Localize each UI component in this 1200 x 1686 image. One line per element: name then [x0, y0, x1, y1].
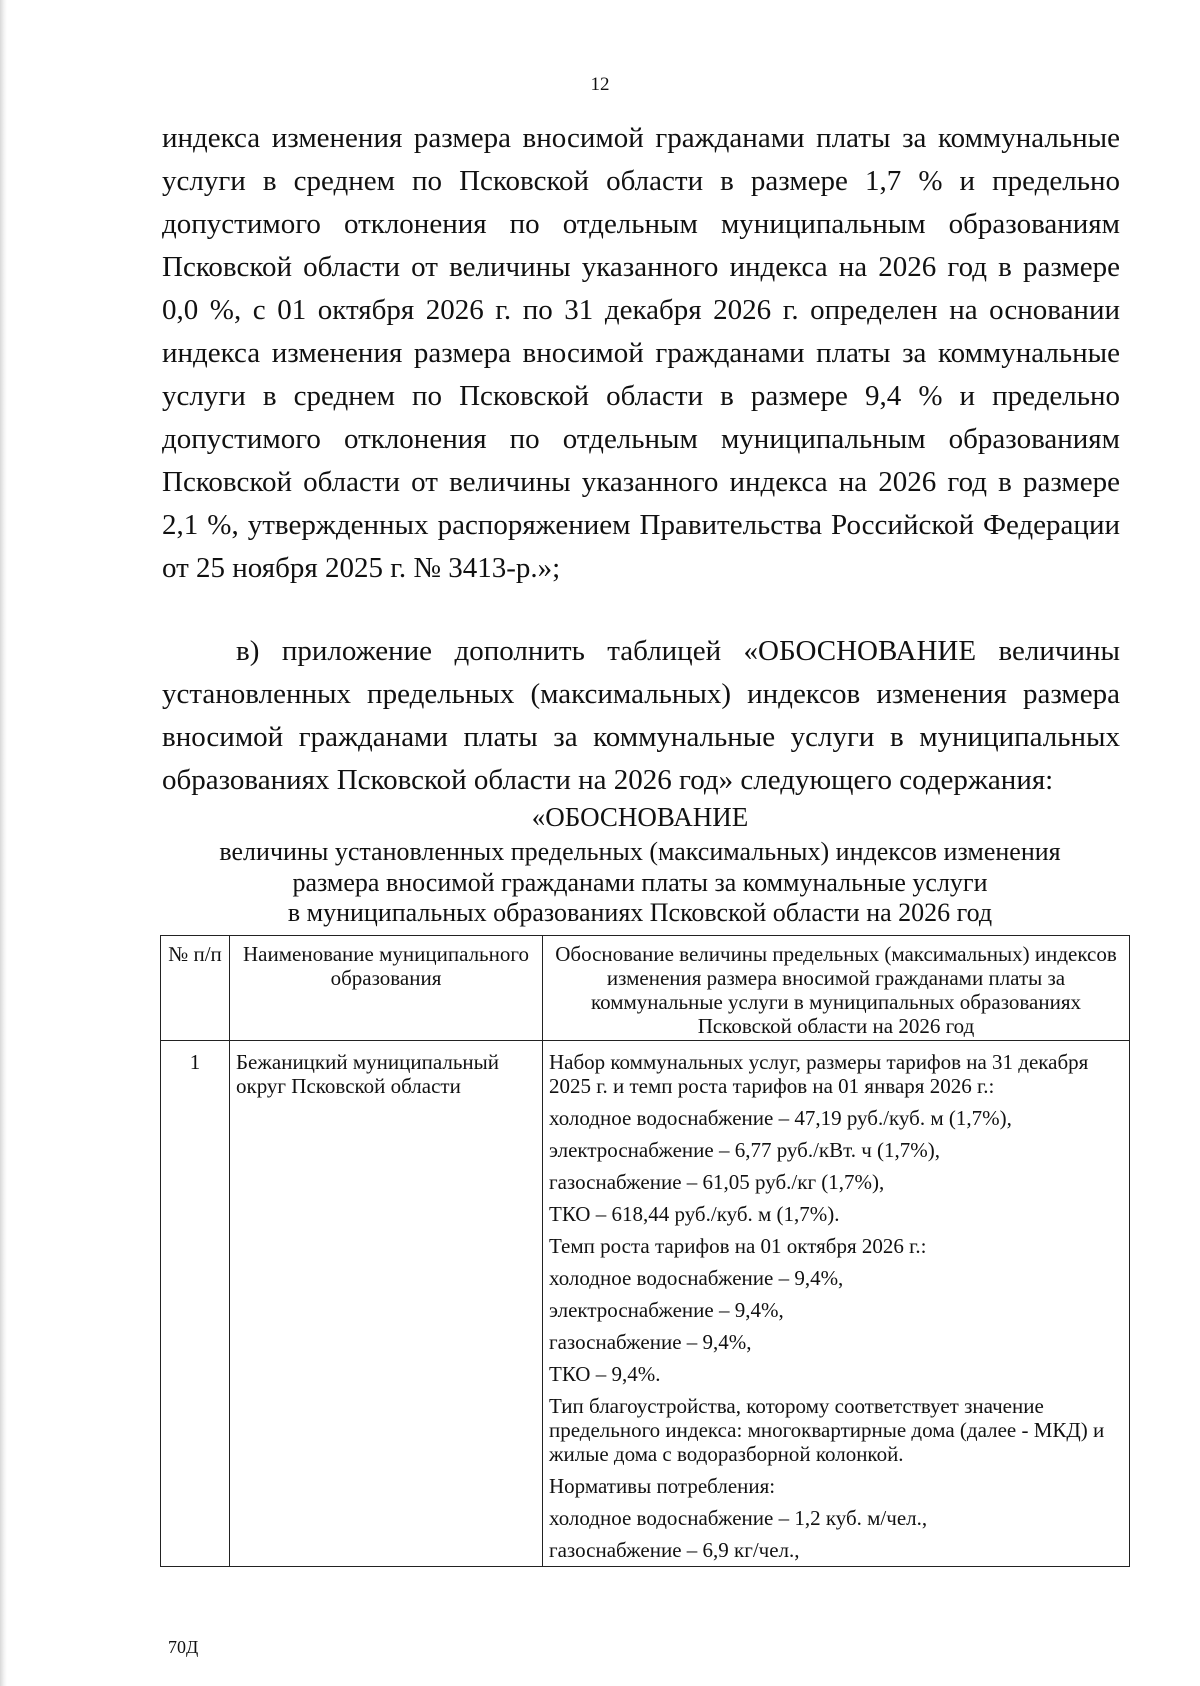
paragraph-2-text: в) приложение дополнить таблицей «ОБОСНОВАНИЕ величины установленных предельных (максимальных) индексов изменения размера вносимой гражданами платы за коммунальные услуги в муниципальных — [162, 635, 1120, 753]
improvement-type: Тип благоустройства, которому соответствует значение предельного индекса: многоквартирные дома (далее - МКД) и жилые дома с водоразборной колонкой. — [549, 1394, 1105, 1466]
paragraph-2-last-line: образованиях Псковской области на 2026 год» следующего содержания: — [162, 764, 1054, 796]
header-justification: Обоснование величины предельных (максимальных) индексов изменения размера вносимой гражданами платы за коммунальные услуги в муниципальных образованиях Псковской области на 2026 год — [543, 936, 1130, 1041]
row-justification — [543, 1041, 1130, 1567]
tariff-jan-item: холодное водоснабжение – 47,19 руб./куб. м (1,7%), — [549, 1106, 1012, 1130]
tariff-oct-item: электроснабжение – 9,4%, — [549, 1298, 784, 1322]
footer-code: 70Д — [168, 1637, 199, 1657]
paragraph-1-text: индекса изменения размера вносимой гражданами платы за коммунальные услуги в среднем по Псковской области в размере 1,7 % и предельно допустимого отклонения по отдельным муниципальным образованиям Псковской области от величины указанного индекса на 2026 год в размере 0,0 %, с 01 октября 2026 г. по 31 декабря 2026 г. определен на основании индекса изменения размера вносимой гражданами платы за коммунальные услуги в среднем по Псковской области в размере 9,4 % и предельно допустимого отклонения по отдельным муниципальным образованиям Псковской области от величины указанного индекса на 2026 год в размере 2,1 %, утвержденных распоряжением Правительства Российской Федерации — [162, 122, 1120, 541]
paragraph-2 — [162, 630, 1120, 802]
paragraph-1 — [162, 117, 1120, 590]
table-header-row — [161, 936, 1130, 1041]
tariff-oct-item: газоснабжение – 9,4%, — [549, 1330, 752, 1354]
norm-item: холодное водоснабжение – 1,2 куб. м/чел., — [549, 1506, 928, 1530]
tariff-jan-item: электроснабжение – 6,77 руб./кВт. ч (1,7%), — [549, 1138, 941, 1162]
table-title-line-1: величины установленных предельных (максимальных) индексов изменения — [219, 837, 1061, 866]
table-title-heading: «ОБОСНОВАНИЕ — [531, 802, 749, 832]
page-number: 12 — [590, 74, 610, 95]
tariffs-oct-heading: Темп роста тарифов на 01 октября 2026 г.: — [549, 1234, 927, 1258]
table-title — [150, 800, 1130, 929]
table-title-line-2: размера вносимой гражданами платы за коммунальные услуги — [292, 867, 988, 897]
row-name: Бежаницкий муниципальный округ Псковской области — [230, 1041, 543, 1567]
tariff-jan-item: газоснабжение – 61,05 руб./кг (1,7%), — [549, 1170, 885, 1194]
scan-edge — [0, 0, 7, 1686]
tariff-jan-item: ТКО – 618,44 руб./куб. м (1,7%). — [549, 1202, 840, 1226]
norms-heading: Нормативы потребления: — [549, 1474, 776, 1498]
row-num: 1 — [161, 1041, 230, 1567]
tariff-oct-item: холодное водоснабжение – 9,4%, — [549, 1266, 844, 1290]
paragraph-1-last-line: от 25 ноября 2025 г. № 3413-р.»; — [162, 552, 561, 584]
table-title-line-3: в муниципальных образованиях Псковской области на 2026 год — [287, 898, 993, 927]
table-row — [161, 1041, 1130, 1567]
header-name: Наименование муниципального образования — [230, 936, 543, 1041]
norm-item: газоснабжение – 6,9 кг/чел., — [549, 1538, 800, 1562]
header-num: № п/п — [161, 936, 230, 1041]
justification-table — [160, 935, 1130, 1567]
tariffs-intro: Набор коммунальных услуг, размеры тарифов на 31 декабря 2025 г. и темп роста тарифов на 01 января 2026 г.: — [549, 1050, 1089, 1098]
tariff-oct-item: ТКО – 9,4%. — [549, 1362, 661, 1386]
